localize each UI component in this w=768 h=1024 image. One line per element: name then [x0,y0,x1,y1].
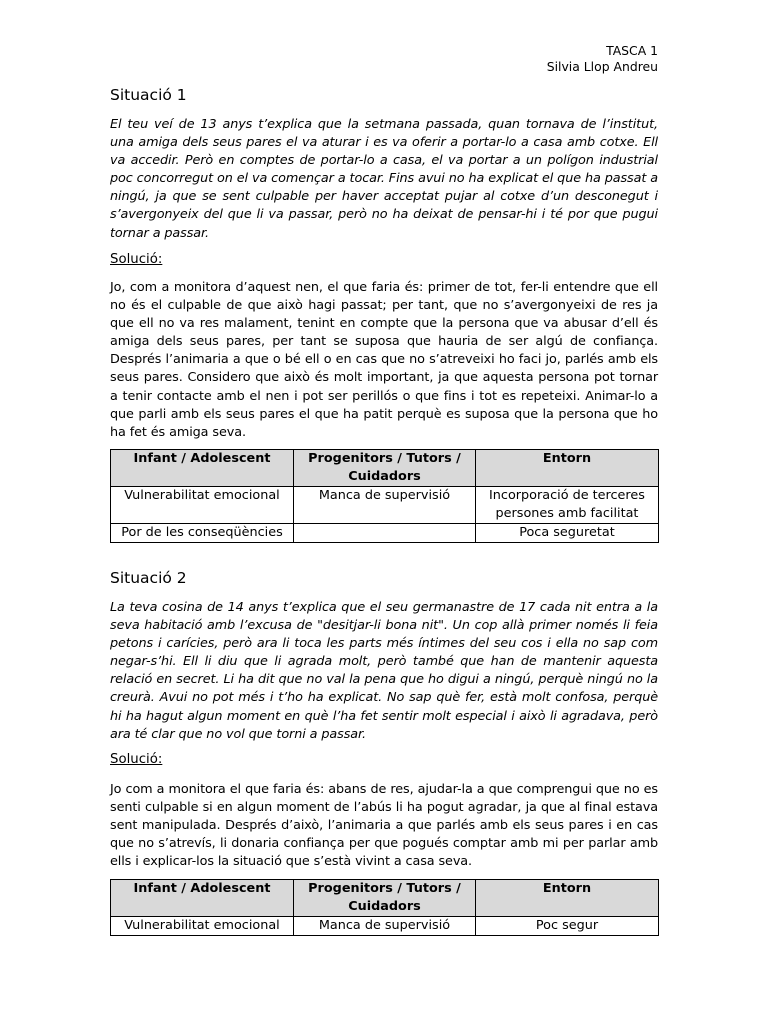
table-cell: Vulnerabilitat emocional [111,487,294,524]
situation-2-solution-label: Solució: [110,752,163,767]
header-infant-adolescent: Infant / Adolescent [111,450,294,487]
table-header-row [111,450,659,487]
situation-1-solution-text: Jo, com a monitora d’aquest nen, el que faria és: primer de tot, fer-li entendre que ell no és el culpable de que això hagi passat; per tant, que no s’avergonyeixi de res ja que ell no va res malament, tenint en compte que la persona que va abusar d’ell és amiga dels seus pares, per tant se suposa que hauria de ser algú de confiança. Després l’animaria a que o bé ell o en cas que no s’atreveixi ho faci jo, parlés amb els seus pares. Considero que això és molt important, ja que aquesta persona pot tornar a tenir contacte amb el nen i pot ser perillós o que fins i tot es repeteixi. Animar-lo a que parli amb els seus pares el que ha patit perquè es suposa que la persona que ho ha fet és amiga seva. [110,280,658,440]
situation-2-risk-table [110,879,659,936]
header-entorn: Entorn [476,880,659,917]
header-entorn: Entorn [476,450,659,487]
situation-1-title: Situació 1 [110,86,187,104]
table-cell: Vulnerabilitat emocional [111,917,294,936]
situation-1-risk-table [110,449,659,543]
table-header-row [111,880,659,917]
document-header [547,43,658,75]
author-name: Silvia Llop Andreu [546,59,658,74]
table-cell: Poc segur [476,917,659,936]
header-progenitors: Progenitors / Tutors / Cuidadors [294,880,476,917]
header-infant-adolescent: Infant / Adolescent [111,880,294,917]
table-cell: Manca de supervisió [294,487,476,524]
table-cell: Incorporació de terceres persones amb facilitat [476,487,659,524]
table-cell: Poca seguretat [476,524,659,543]
table-cell [294,524,476,543]
header-progenitors: Progenitors / Tutors / Cuidadors [294,450,476,487]
table-row [111,524,659,543]
table-cell: Manca de supervisió [294,917,476,936]
situation-2-solution-text: Jo com a monitora el que faria és: abans de res, ajudar-la a que comprengui que no es senti culpable si en algun moment de l’abús li ha pogut agradar, ja que al final estava sent manipulada. Després d’això, l’animaria a que parlés amb els seus pares i en cas que no s’atrevís, li donaria confiança per que pogués comptar amb mi per parlar amb ells i explicar-los la situació que s’està vivint a casa seva. [110,782,658,870]
table-cell: Por de les conseqüències [111,524,294,543]
situation-2-case-text: La teva cosina de 14 anys t’explica que el seu germanastre de 17 cada nit entra a la seva habitació amb l’excusa de "desitjar-li bona nit". Un cop allà primer només li feia petons i carícies, però ara li toca les parts més íntimes del seu cos i ella no sap com negar-s’hi. Ell li diu que li agrada molt, però també que han de mantenir aquesta relació en secret. Li ha dit que no val la pena que ho digui a ningú, perquè ningú no la creurà. Avui no pot més i t’ho ha explicat. No sap què fer, està molt confosa, perquè hi ha hagut algun moment en què l’ha fet sentir molt especial i això li agradava, però ara té clar que no vol que torni a passar. [110,600,658,742]
task-label: TASCA 1 [606,43,658,58]
situation-1-case-text: El teu veí de 13 anys t’explica que la setmana passada, quan tornava de l’institut, una amiga dels seus pares el va aturar i es va oferir a portar-lo a casa amb cotxe. Ell va accedir. Però en comptes de portar-lo a casa, el va portar a un polígon industrial poc concorregut on el va començar a tocar. Fins avui no ha explicat el que ha passat a ningú, ja que se sent culpable per haver acceptat pujar al cotxe d’un desconegut i s’avergonyeix del que li va passar, però no ha deixat de pensar-hi i té por que pugui tornar a passar. [110,117,658,241]
table-row [111,487,659,524]
table-row [111,917,659,936]
situation-2-title: Situació 2 [110,569,187,587]
situation-1-solution-label: Solució: [110,252,163,267]
